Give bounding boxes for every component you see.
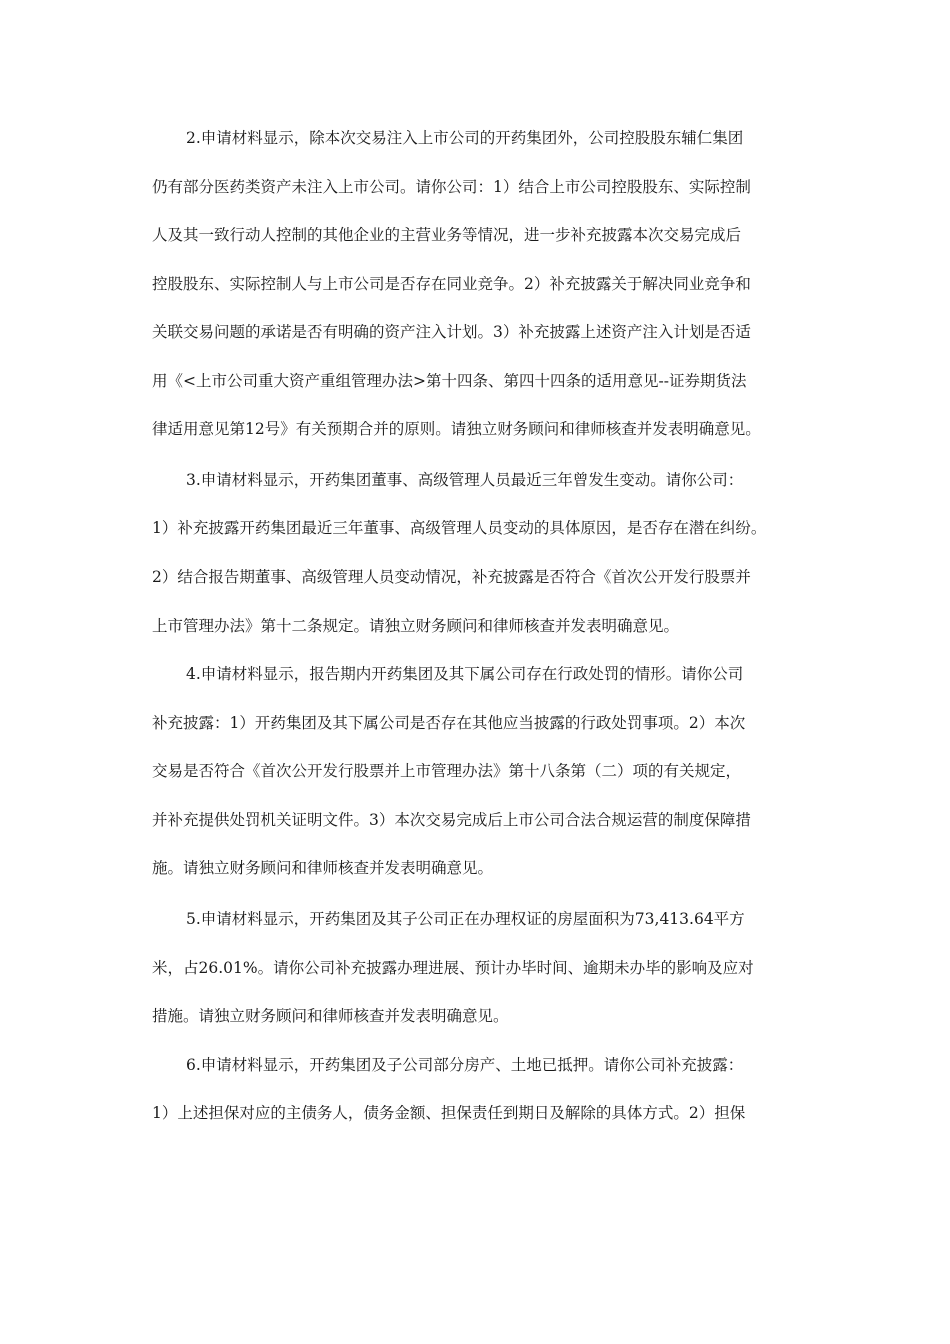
text-line: 上市管理办法》第十二条规定。请独立财务顾问和律师核查并发表明确意见。 xyxy=(152,617,680,635)
text-line: 4.申请材料显示，报告期内开药集团及其下属公司存在行政处罚的情形。请你公司 xyxy=(186,665,744,683)
text-line: 并补充提供处罚机关证明文件。3）本次交易完成后上市公司合法合规运营的制度保障措 xyxy=(152,811,751,829)
text-line: 1）上述担保对应的主债务人，债务金额、担保责任到期日及解除的具体方式。2）担保 xyxy=(152,1104,746,1122)
text-line: 措施。请独立财务顾问和律师核查并发表明确意见。 xyxy=(152,1007,509,1025)
text-line: 2.申请材料显示，除本次交易注入上市公司的开药集团外，公司控股股东辅仁集团 xyxy=(186,129,744,147)
text-line: 6.申请材料显示，开药集团及子公司部分房产、土地已抵押。请你公司补充披露： xyxy=(186,1056,744,1074)
text-line: 补充披露：1）开药集团及其下属公司是否存在其他应当披露的行政处罚事项。2）本次 xyxy=(152,714,746,732)
text-line: 1）补充披露开药集团最近三年董事、高级管理人员变动的具体原因，是否存在潜在纠纷。 xyxy=(152,519,767,537)
text-line: 施。请独立财务顾问和律师核查并发表明确意见。 xyxy=(152,859,494,877)
text-line: 3.申请材料显示，开药集团董事、高级管理人员最近三年曾发生变动。请你公司： xyxy=(186,471,744,489)
text-line: 关联交易问题的承诺是否有明确的资产注入计划。3）补充披露上述资产注入计划是否适 xyxy=(152,323,751,341)
text-line: 米，占26.01%。请你公司补充披露办理进展、预计办毕时间、逾期未办毕的影响及应对 xyxy=(152,959,754,977)
text-line: 仍有部分医药类资产未注入上市公司。请你公司：1）结合上市公司控股股东、实际控制 xyxy=(152,178,751,196)
text-line: 用《<上市公司重大资产重组管理办法>第十四条、第四十四条的适用意见--证券期货法 xyxy=(152,372,747,390)
text-line: 律适用意见第12号》有关预期合并的原则。请独立财务顾问和律师核查并发表明确意见。 xyxy=(152,420,761,438)
text-line: 控股股东、实际控制人与上市公司是否存在同业竞争。2）补充披露关于解决同业竞争和 xyxy=(152,275,751,293)
text-line: 2）结合报告期董事、高级管理人员变动情况，补充披露是否符合《首次公开发行股票并 xyxy=(152,568,751,586)
text-line: 5.申请材料显示，开药集团及其子公司正在办理权证的房屋面积为73,413.64平方 xyxy=(186,910,745,928)
text-line: 人及其一致行动人控制的其他企业的主营业务等情况，进一步补充披露本次交易完成后 xyxy=(152,226,742,244)
text-line: 交易是否符合《首次公开发行股票并上市管理办法》第十八条第（二）项的有关规定， xyxy=(152,762,742,780)
